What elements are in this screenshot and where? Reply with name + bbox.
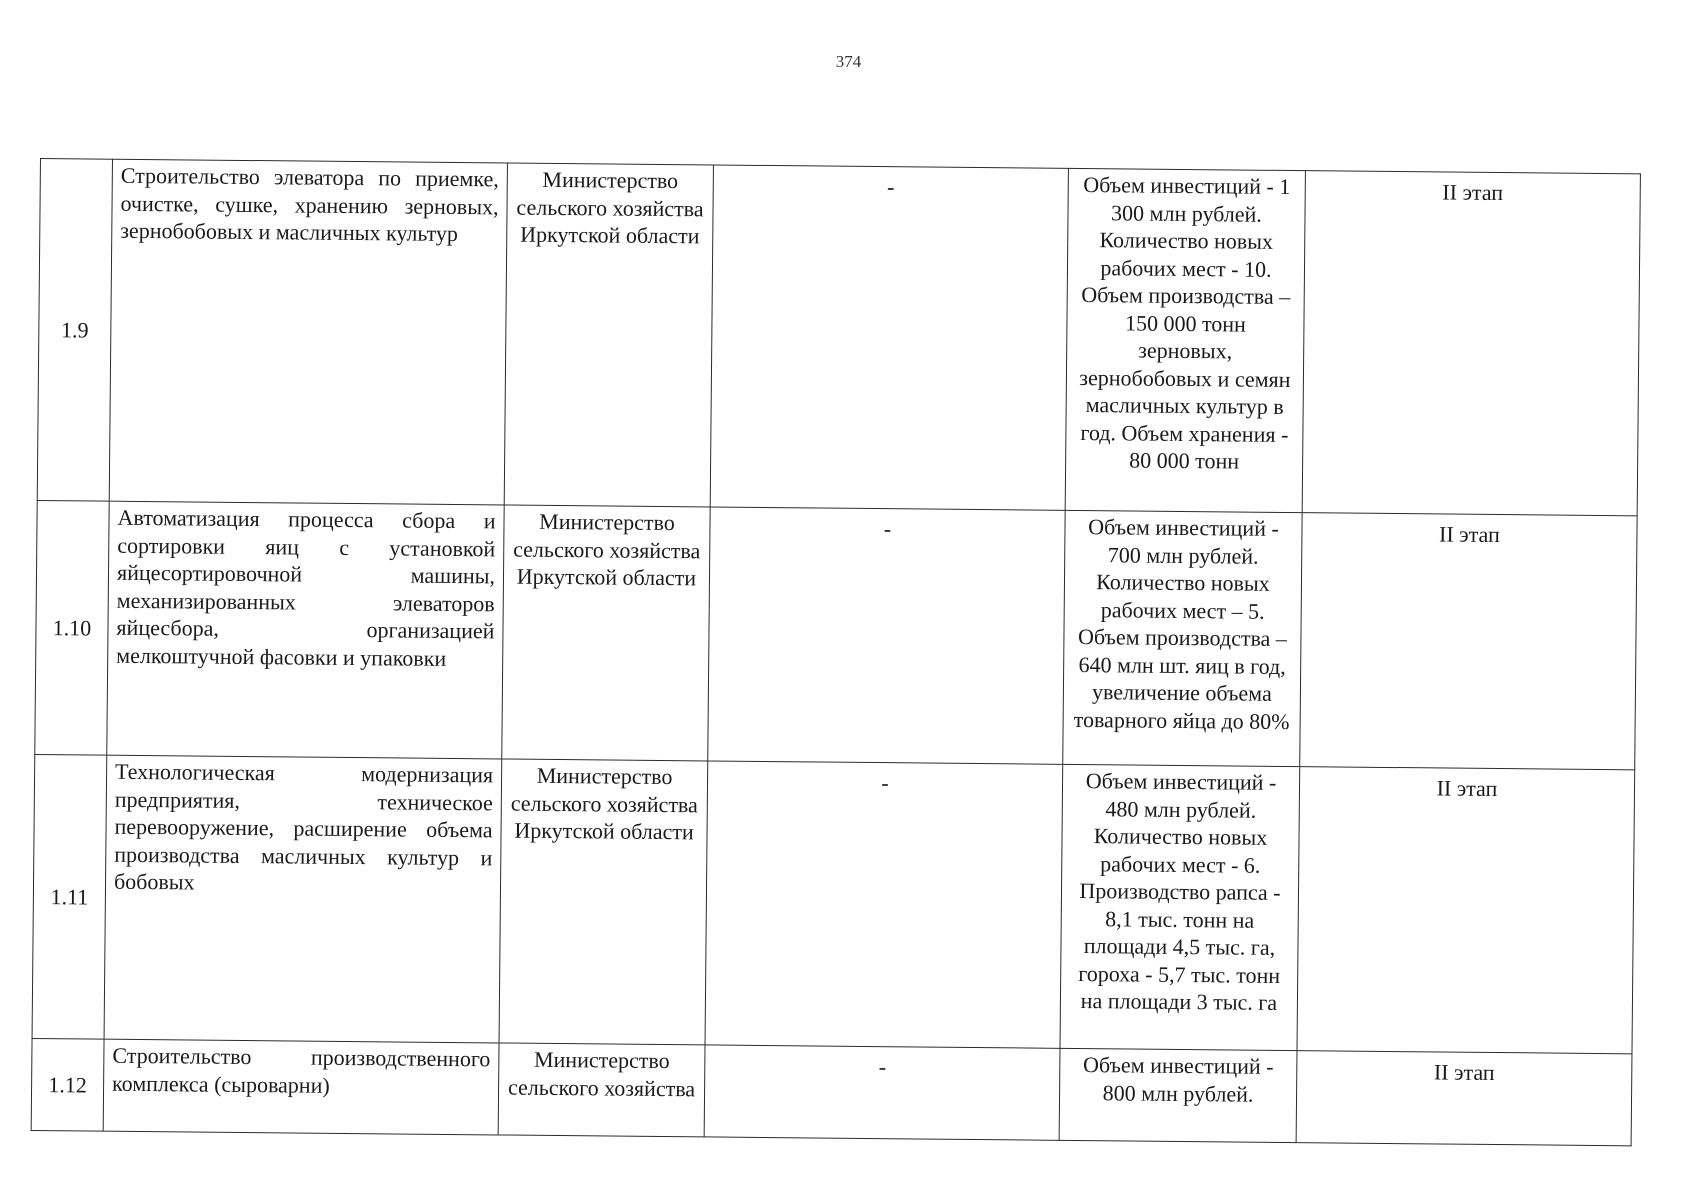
responsible-executor: Министерство сельского хозяйства bbox=[498, 1043, 705, 1137]
responsible-executor: Министерство сельского хозяйства Иркутской области bbox=[504, 163, 713, 507]
note-cell: - bbox=[705, 761, 1063, 1048]
indicators-text: Объем инвестиций - 800 млн рублей. bbox=[1082, 1052, 1274, 1107]
table-row bbox=[32, 754, 1635, 1053]
responsible-executor: Министерство сельского хозяйства Иркутской области bbox=[502, 505, 710, 761]
measure-description: Строительство производственного комплекса (сыроварни) bbox=[103, 1039, 499, 1135]
indicators-text: Объем инвестиций - 480 млн рублей. Количество новых рабочих мест - 6. Производство рапса - 8,1 тыс. тонн на площади 4,5 тыс. га, гороха - 5,7 тыс. тонн на площади 3 тыс. га bbox=[1078, 768, 1281, 1015]
measure-description: Строительство элеватора по приемке, очистке, сушке, хранению зерновых, зернобобовых и масличных культур bbox=[109, 159, 507, 505]
indicators-cell bbox=[1060, 764, 1300, 1050]
measures-table bbox=[31, 158, 1641, 1146]
note-cell: - bbox=[704, 1045, 1060, 1140]
stage-cell: II этап bbox=[1296, 1051, 1632, 1146]
indicators-text: Объем инвестиций - 1 300 млн рублей. Количество новых рабочих мест - 10. Объем производства – 150 000 тонн зерновых, зернобобовых и семян масличных культур в год. Объем хранения - 80 000 тонн bbox=[1079, 172, 1291, 474]
note-cell: - bbox=[708, 507, 1065, 764]
responsible-executor: Министерство сельского хозяйства Иркутской области bbox=[499, 759, 708, 1045]
indicators-cell bbox=[1059, 1048, 1297, 1142]
measure-description: Автоматизация процесса сбора и сортировки яиц с установкой яйцесортировочной машины, механизированных элеваторов яйцесбора, организацией мелкоштучной фасовки и упаковки bbox=[107, 501, 504, 759]
note-cell: - bbox=[710, 165, 1068, 510]
table-row bbox=[37, 159, 1640, 516]
row-number: 1.9 bbox=[37, 159, 112, 502]
indicators-cell bbox=[1063, 510, 1302, 766]
stage-cell: II этап bbox=[1300, 513, 1637, 770]
stage-cell: II этап bbox=[1297, 767, 1635, 1054]
table-row bbox=[31, 1038, 1632, 1145]
table-row bbox=[35, 500, 1637, 769]
measure-description: Технологическая модернизация предприятия, техническое перевооружение, расширение объема производства масличных культур и бобовых bbox=[104, 755, 502, 1043]
indicators-cell bbox=[1065, 168, 1305, 512]
page-number: 374 bbox=[835, 52, 862, 71]
row-number: 1.11 bbox=[32, 754, 107, 1039]
indicators-text: Объем инвестиций - 700 млн рублей. Количество новых рабочих мест – 5. Объем производства – 640 млн шт. яиц в год, увеличение объема товарного яйца до 80% bbox=[1073, 514, 1290, 734]
row-number: 1.12 bbox=[31, 1038, 104, 1131]
stage-cell: II этап bbox=[1302, 171, 1640, 516]
row-number: 1.10 bbox=[35, 500, 109, 755]
